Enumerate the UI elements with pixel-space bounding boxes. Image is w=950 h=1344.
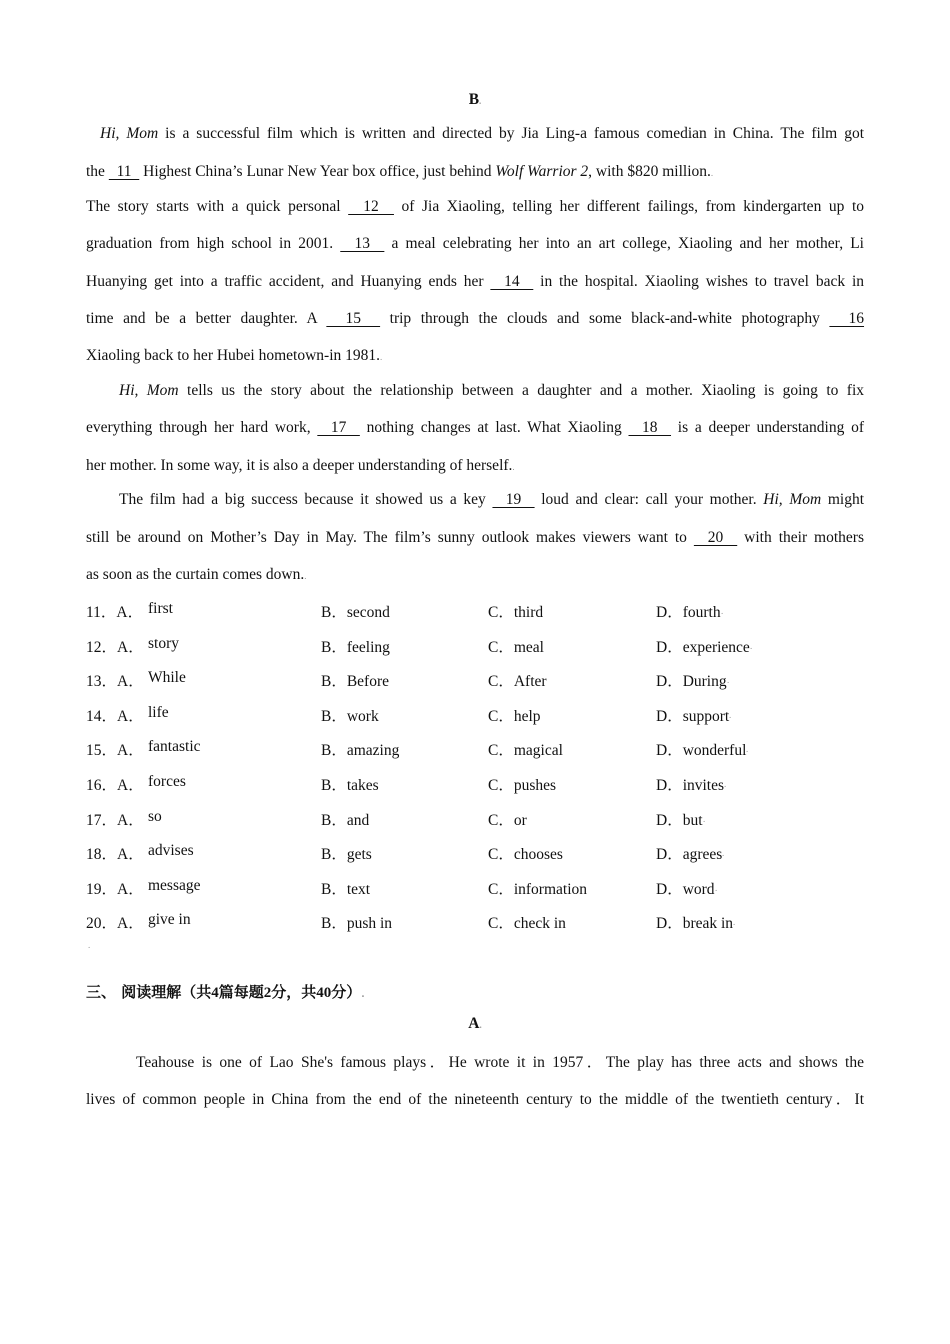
passage-line — [86, 457, 864, 475]
option-d[interactable]: D．support — [656, 707, 730, 725]
heading-number: 40 — [316, 985, 332, 1001]
option-b[interactable]: B．feeling — [321, 638, 390, 656]
option-d[interactable]: D．fourth — [656, 604, 721, 621]
option-a[interactable]: forces — [148, 773, 186, 790]
passage-text: graduation from high school in 2001. — [86, 235, 341, 252]
paragraph-mark: . — [710, 168, 714, 178]
passage-text: Huanying get into a traffic accident, and Huanying ends her — [86, 273, 491, 290]
heading-number: 4 — [211, 985, 219, 1001]
option-c[interactable]: C．After — [488, 673, 547, 691]
passage-text: The film had a big success because it showed us a key — [119, 491, 493, 508]
question-number: 12．A． — [86, 638, 144, 656]
option-a[interactable]: While — [148, 669, 186, 687]
passage-line — [86, 310, 864, 328]
blank-15[interactable]: 15 — [326, 310, 381, 327]
question-number: 13．A． — [86, 673, 144, 691]
option-b[interactable]: B．work — [321, 707, 379, 725]
passage-text: time and be a better daughter. A — [86, 310, 327, 327]
passage-text: loud and clear: call your mother. — [534, 491, 764, 508]
option-a[interactable]: advises — [148, 842, 194, 860]
blank-20[interactable]: 20 — [693, 529, 738, 546]
option-d[interactable]: D．but — [656, 811, 703, 829]
section-label-text: B — [468, 91, 480, 108]
passage-text: might — [821, 491, 865, 508]
option-a[interactable]: story — [148, 634, 179, 652]
passage-line — [86, 125, 864, 143]
paragraph-mark: . — [304, 571, 307, 581]
passage-text: of Jia Xiaoling, telling her different failings, from kindergarten up to — [393, 198, 865, 215]
option-d[interactable]: D．agrees — [656, 846, 723, 864]
passage-text: Teahouse is one of Lao She's famous plays．He wrote it in 1957．The play has three acts and shows the — [136, 1054, 864, 1071]
paragraph-mark: . — [733, 917, 736, 928]
passage-text: still be around on Mother’s Day in May. The film’s sunny outlook makes viewers want to — [86, 529, 694, 546]
film-title: Hi, Mom — [100, 125, 159, 142]
question-number: 16．A． — [86, 777, 144, 794]
option-a[interactable]: message — [148, 876, 201, 894]
blank-17[interactable]: 17 — [317, 419, 360, 436]
option-a[interactable]: first — [148, 600, 173, 617]
passage-line — [86, 273, 864, 291]
passage-text: a meal celebrating her into an art college, Xiaoling and her mother, Li — [384, 235, 864, 252]
passage-text: lives of common people in China from the end of the nineteenth century to the middle of the twentieth century．It — [86, 1091, 864, 1108]
option-b[interactable]: B．second — [321, 604, 390, 621]
option-a[interactable]: so — [148, 807, 162, 825]
option-b[interactable]: B．Before — [321, 673, 390, 691]
blank-19[interactable]: 19 — [492, 491, 535, 508]
option-c[interactable]: C．pushes — [488, 777, 557, 794]
passage-line — [86, 347, 864, 365]
option-c[interactable]: C．third — [488, 604, 544, 621]
section-3-heading — [86, 981, 365, 1002]
passage-text: her mother. In some way, it is also a deeper understanding of herself. — [86, 457, 513, 474]
empty-paragraph — [88, 935, 90, 953]
question-number: 11．A． — [86, 604, 144, 621]
question-number: 15．A． — [86, 742, 144, 760]
paragraph-mark: . — [380, 352, 383, 362]
option-d[interactable]: D．invites — [656, 777, 725, 794]
option-b[interactable]: B．push in — [321, 915, 393, 933]
option-d[interactable]: D．experience — [656, 638, 750, 656]
option-b[interactable]: B．and — [321, 811, 370, 829]
paragraph-mark: . — [722, 848, 725, 859]
passage-text: is a deeper understanding of — [671, 419, 865, 436]
passage-text: is a successful film which is written and directed by Jia Ling-a famous comedian in China. The film got — [158, 125, 864, 142]
blank-16[interactable]: 16 — [829, 310, 865, 327]
paragraph-mark: . — [88, 940, 91, 950]
option-a[interactable]: fantastic — [148, 738, 201, 756]
blank-18[interactable]: 18 — [628, 419, 672, 436]
passage-text: with their mothers — [737, 529, 864, 546]
option-c[interactable]: C．help — [488, 707, 541, 725]
paragraph-mark: . — [361, 990, 365, 1000]
section-b-label — [0, 91, 950, 109]
passage-line — [86, 1087, 864, 1109]
blank-13[interactable]: 13 — [340, 235, 385, 252]
question-number: 18．A． — [86, 846, 144, 864]
option-d[interactable]: D．During — [656, 673, 727, 691]
blank-11[interactable]: 11 — [108, 163, 140, 180]
film-title: Wolf Warrior 2 — [495, 163, 589, 180]
paragraph-mark: . — [512, 462, 515, 472]
paragraph-mark: . — [479, 96, 482, 106]
passage-text: Xiaoling back to her Hubei hometown-in 1981. — [86, 347, 381, 364]
question-number: 14．A． — [86, 707, 144, 725]
blank-14[interactable]: 14 — [490, 273, 534, 290]
heading-text: 篇每题 — [218, 983, 264, 1001]
option-b[interactable]: B．amazing — [321, 742, 400, 760]
passage-text: nothing changes at last. What Xiaoling — [359, 419, 629, 436]
passage-text: the — [86, 163, 109, 180]
paragraph-mark: . — [724, 779, 727, 789]
film-title: Hi, Mom — [119, 382, 179, 399]
heading-text: 分） — [331, 983, 362, 1001]
question-number: 19．A． — [86, 880, 144, 898]
question-number: 20．A． — [86, 915, 144, 933]
option-c[interactable]: C．check in — [488, 915, 566, 933]
option-c[interactable]: C．magical — [488, 742, 563, 760]
option-a[interactable]: life — [148, 703, 169, 721]
option-d[interactable]: D．word — [656, 880, 715, 898]
paragraph-mark: . — [703, 813, 706, 824]
passage-line — [86, 163, 864, 181]
option-c[interactable]: C．meal — [488, 638, 544, 656]
option-b[interactable]: B．text — [321, 880, 371, 898]
passage-line — [86, 529, 864, 547]
passage-text: The story starts with a quick personal — [86, 198, 349, 215]
option-d[interactable]: D．break in — [656, 915, 734, 933]
section-label-text: A — [468, 1015, 480, 1032]
passage-line — [86, 566, 864, 584]
passage-line — [86, 382, 864, 400]
paragraph-mark: . — [721, 606, 724, 616]
passage-line — [86, 1050, 864, 1072]
blank-12[interactable]: 12 — [348, 198, 394, 215]
option-c[interactable]: C．chooses — [488, 846, 563, 864]
passage-line — [86, 198, 864, 216]
passage-text: as soon as the curtain comes down. — [86, 566, 305, 583]
heading-text: 分，共 — [271, 983, 317, 1001]
passage-text: Highest China’s Lunar New Year box office, just behind — [139, 163, 496, 180]
paragraph-mark: . — [746, 744, 749, 755]
passage-line — [86, 491, 864, 509]
option-c[interactable]: C．or — [488, 811, 527, 829]
passage-line — [86, 235, 864, 253]
paragraph-mark: . — [750, 640, 753, 651]
paragraph-mark: . — [715, 882, 718, 893]
question-number: 17．A． — [86, 811, 144, 829]
paragraph-mark: . — [729, 709, 732, 720]
paragraph-mark: . — [479, 1020, 482, 1030]
option-b[interactable]: B．takes — [321, 777, 379, 794]
option-c[interactable]: C．information — [488, 880, 588, 898]
passage-text: tells us the story about the relationship between a daughter and a mother. Xiaoling is going to fix — [178, 382, 864, 399]
section-a-label — [0, 1015, 950, 1033]
option-d[interactable]: D．wonderful — [656, 742, 747, 760]
passage-line — [86, 419, 864, 437]
passage-text: , with $820 million. — [588, 163, 711, 180]
passage-text: everything through her hard work, — [86, 419, 318, 436]
film-title: Hi, Mom — [763, 491, 822, 508]
passage-text: trip through the clouds and some black-and-white photography — [380, 310, 830, 327]
option-b[interactable]: B．gets — [321, 846, 372, 864]
heading-number: 2 — [263, 985, 272, 1001]
option-a[interactable]: give in — [148, 911, 191, 929]
heading-text: 三、 阅读理解（共 — [86, 983, 212, 1001]
paragraph-mark: . — [727, 675, 730, 686]
passage-text: in the hospital. Xiaoling wishes to travel back in — [533, 273, 865, 290]
